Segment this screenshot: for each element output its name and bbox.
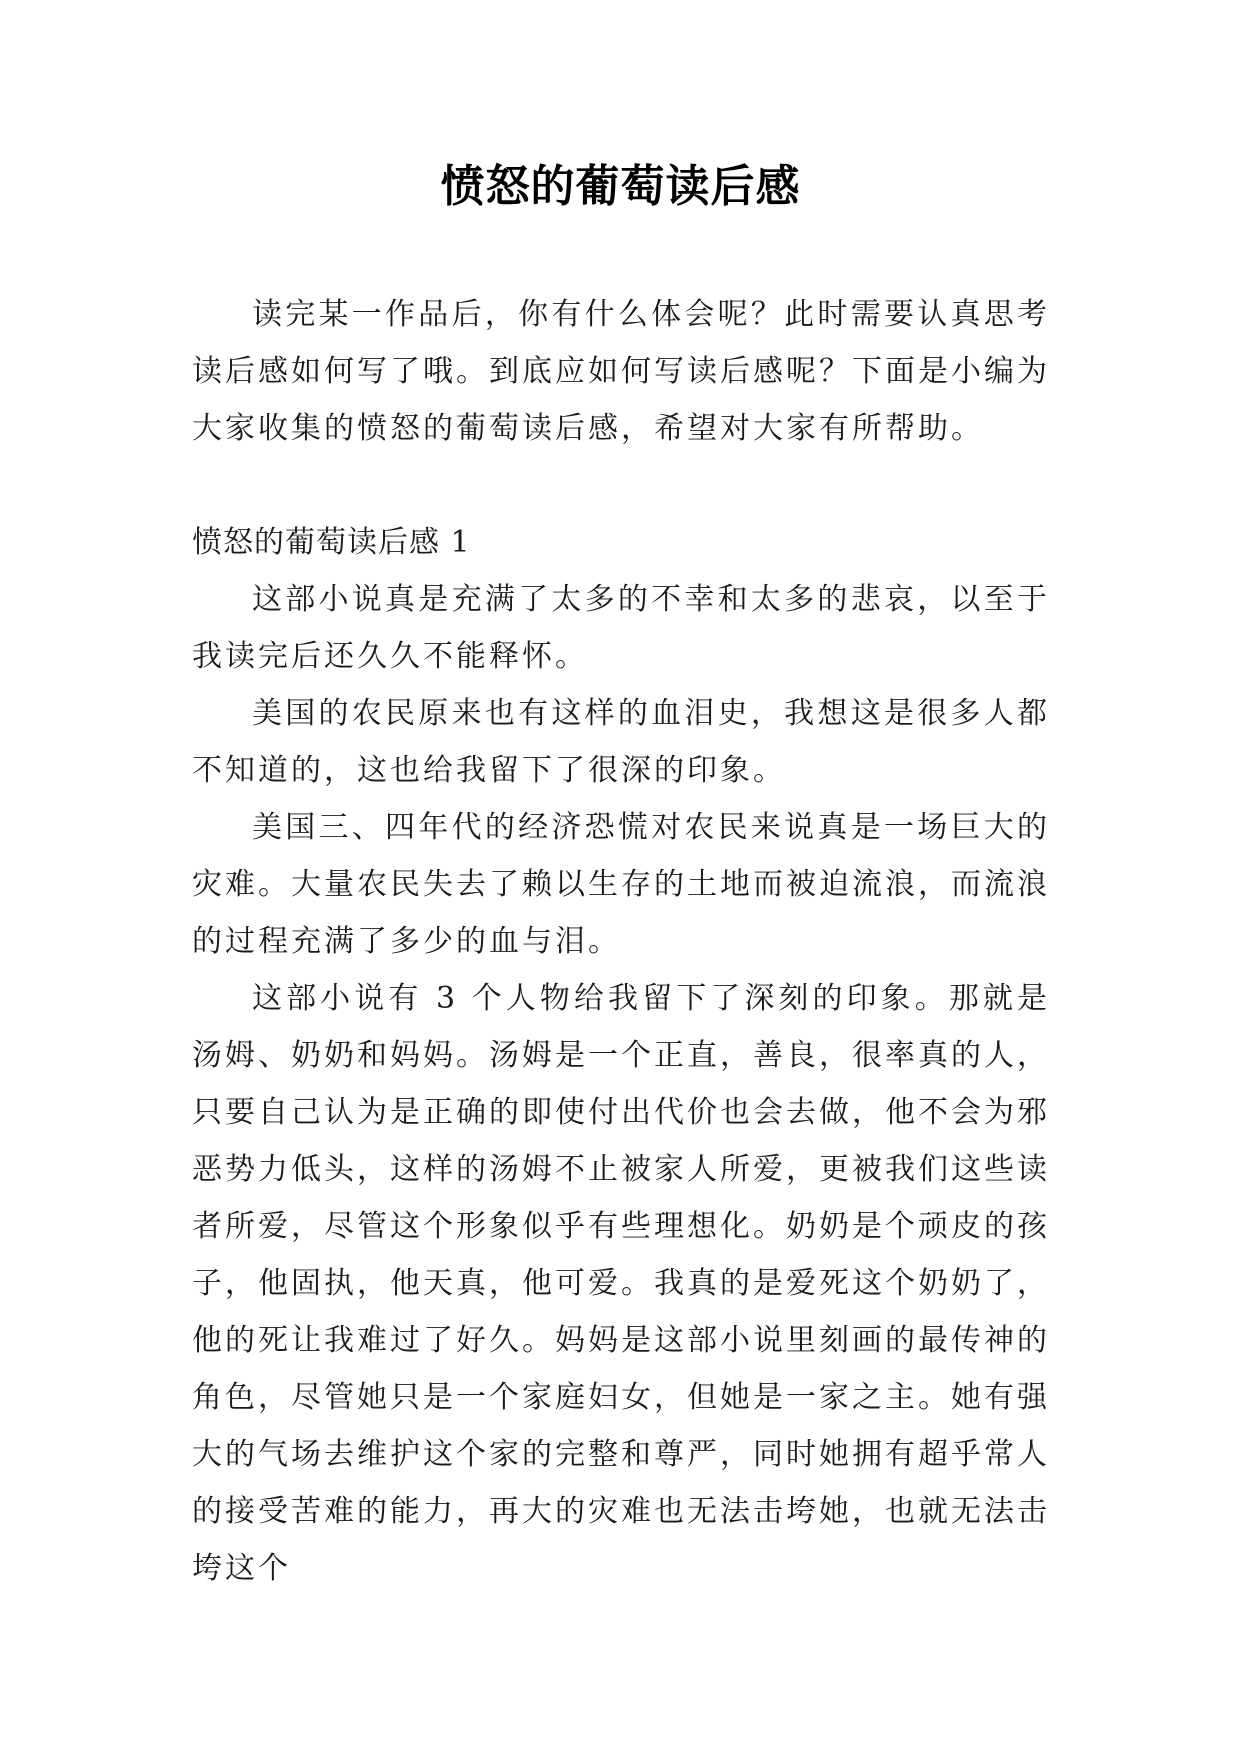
document-body: [192, 286, 1050, 1597]
section-heading: 愤怒的葡萄读后感 1: [192, 525, 471, 560]
body-paragraph: 这部小说有 3 个人物给我留下了深刻的印象。那就是汤姆、奶奶和妈妈。汤姆是一个正直，善良，很率真的人，只要自己认为是正确的即使付出代价也会去做，他不会为邪恶势力低头，这样的汤姆不止被家人所爱，更被我们这些读者所爱，尽管这个形象似乎有些理想化。奶奶是个顽皮的孩子，他固执，他天真，他可爱。我真的是爱死这个奶奶了，他的死让我难过了好久。妈妈是这部小说里刻画的最传神的角色，尽管她只是一个家庭妇女，但她是一家之主。她有强大的气场去维护这个家的完整和尊严，同时她拥有超乎常人的接受苦难的能力，再大的灾难也无法击垮她，也就无法击垮这个: [192, 981, 1050, 1586]
body-paragraph: 美国的农民原来也有这样的血泪史，我想这是很多人都不知道的，这也给我留下了很深的印象。: [192, 696, 1050, 788]
body-paragraph: 这部小说真是充满了太多的不幸和太多的悲哀，以至于我读完后还久久不能释怀。: [192, 582, 1050, 674]
body-paragraph: 美国三、四年代的经济恐慌对农民来说真是一场巨大的灾难。大量农民失去了赖以生存的土地而被迫流浪，而流浪的过程充满了多少的血与泪。: [192, 810, 1050, 959]
intro-paragraph: 读完某一作品后，你有什么体会呢？此时需要认真思考读后感如何写了哦。到底应如何写读后感呢？下面是小编为大家收集的愤怒的葡萄读后感，希望对大家有所帮助。: [192, 297, 1050, 446]
document-title: 愤怒的葡萄读后感: [440, 161, 801, 212]
